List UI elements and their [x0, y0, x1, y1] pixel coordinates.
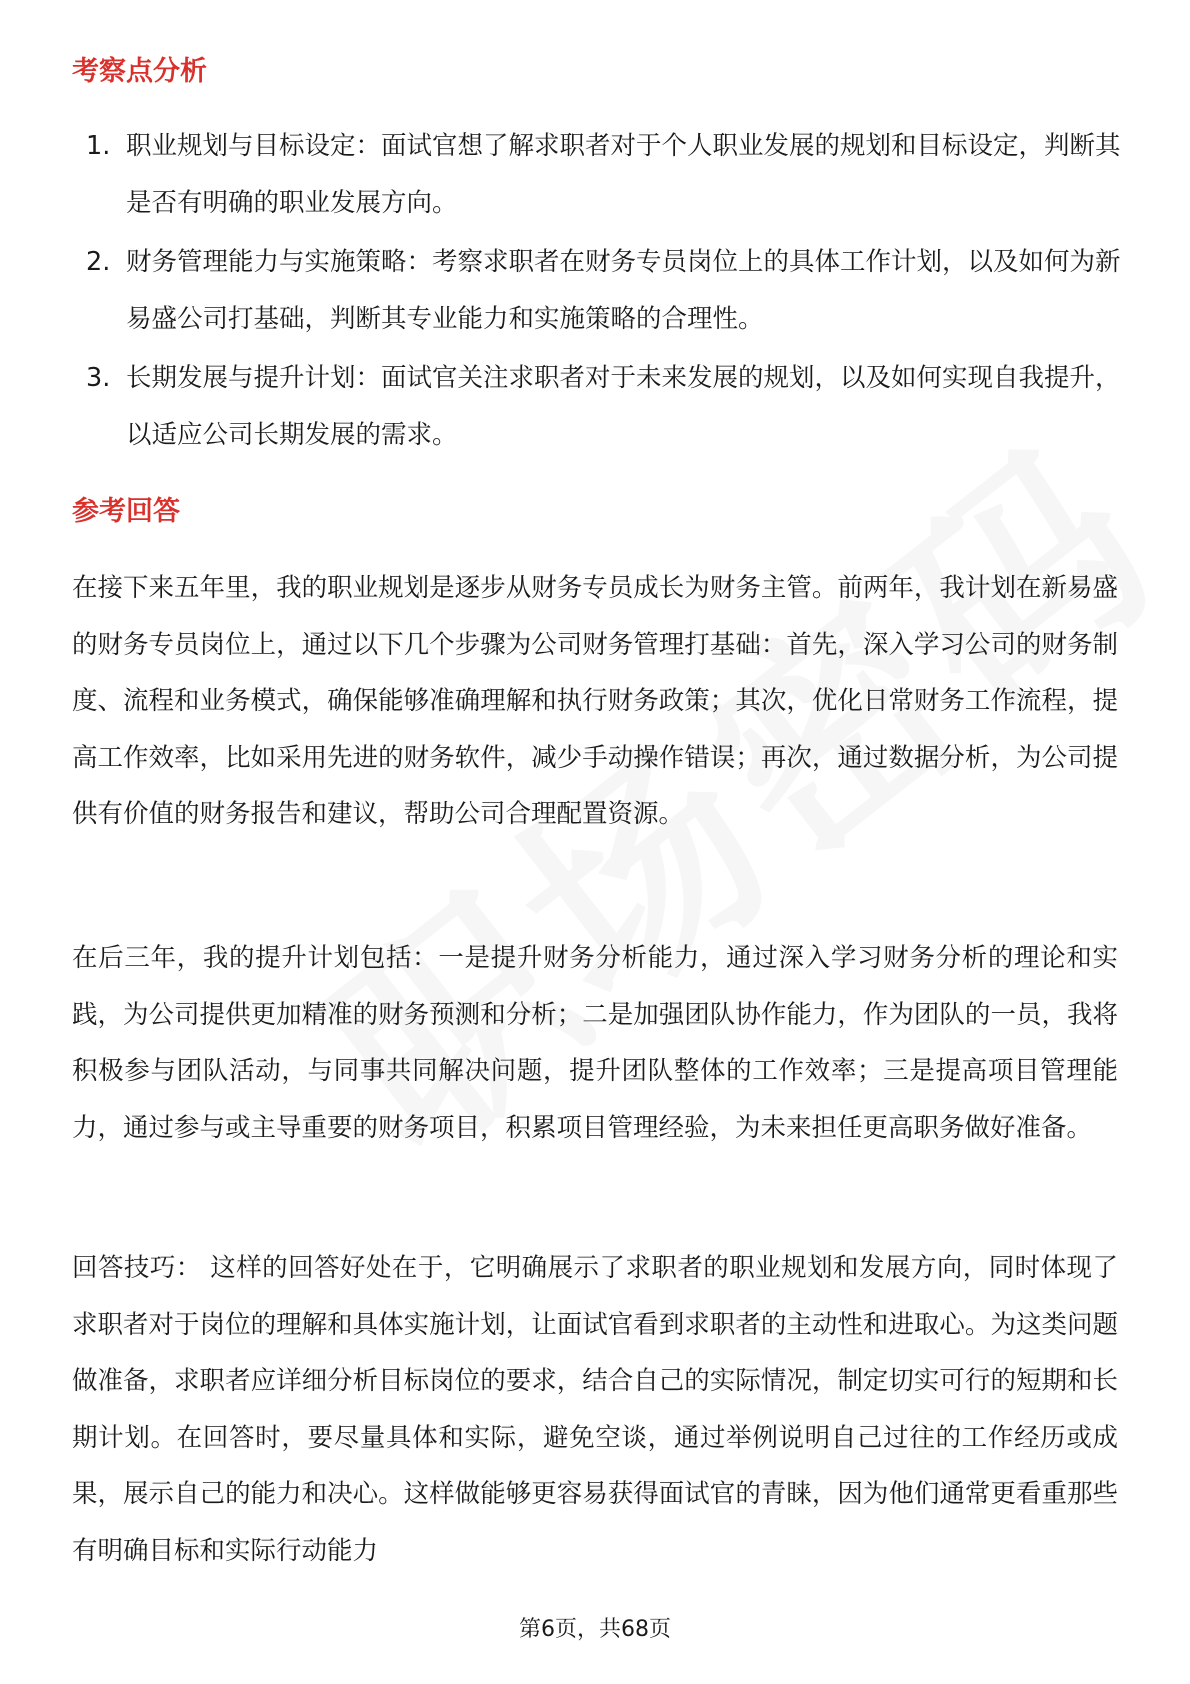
analysis-list	[72, 118, 1122, 466]
list-item-number: 2.	[86, 247, 111, 277]
answer-heading: 参考回答	[72, 496, 180, 527]
list-item	[72, 118, 1122, 232]
list-item-text: 长期发展与提升计划：面试官关注求职者对于未来发展的规划，以及如何实现自我提升，以适应公司长期发展的需求。	[126, 363, 1121, 450]
list-item	[72, 350, 1122, 464]
list-item-text: 职业规划与目标设定：面试官想了解求职者对于个人职业发展的规划和目标设定，判断其是否有明确的职业发展方向。	[126, 131, 1121, 218]
list-item-text: 财务管理能力与实施策略：考察求职者在财务专员岗位上的具体工作计划，以及如何为新易盛公司打基础，判断其专业能力和实施策略的合理性。	[126, 247, 1121, 334]
answer-paragraph-2: 在后三年，我的提升计划包括：一是提升财务分析能力，通过深入学习财务分析的理论和实践，为公司提供更加精准的财务预测和分析；二是加强团队协作能力，作为团队的一员，我将积极参与团队活动，与同事共同解决问题，提升团队整体的工作效率；三是提高项目管理能力，通过参与或主导重要的财务项目，积累项目管理经验，为未来担任更高职务做好准备。	[72, 943, 1118, 1143]
list-item	[72, 234, 1122, 348]
page-number-footer: 第6页，共68页	[519, 1617, 671, 1642]
answer-paragraph-1: 在接下来五年里，我的职业规划是逐步从财务专员成长为财务主管。前两年，我计划在新易盛的财务专员岗位上，通过以下几个步骤为公司财务管理打基础：首先，深入学习公司的财务制度、流程和业务模式，确保能够准确理解和执行财务政策；其次，优化日常财务工作流程，提高工作效率，比如采用先进的财务软件，减少手动操作错误；再次，通过数据分析，为公司提供有价值的财务报告和建议，帮助公司合理配置资源。	[72, 573, 1118, 829]
list-item-number: 3.	[86, 363, 111, 393]
analysis-heading: 考察点分析	[72, 56, 207, 87]
list-item-number: 1.	[86, 131, 111, 161]
answer-tips-paragraph: 回答技巧： 这样的回答好处在于，它明确展示了求职者的职业规划和发展方向，同时体现了求职者对于岗位的理解和具体实施计划，让面试官看到求职者的主动性和进取心。为这类问题做准备，求职者应详细分析目标岗位的要求，结合自己的实际情况，制定切实可行的短期和长期计划。在回答时，要尽量具体和实际，避免空谈，通过举例说明自己过往的工作经历或成果，展示自己的能力和决心。这样做能够更容易获得面试官的青睐，因为他们通常更看重那些有明确目标和实际行动能力	[72, 1253, 1118, 1566]
